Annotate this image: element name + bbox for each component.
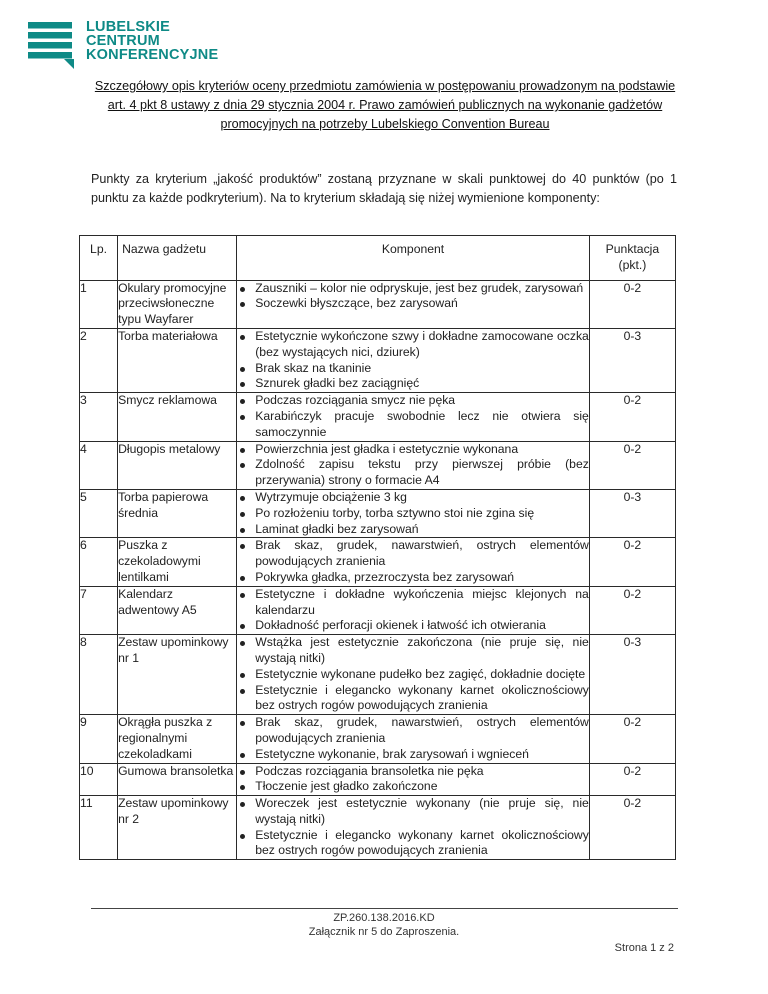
component-item: Brak skaz, grudek, nawarstwień, ostrych elementów powodujących zranienia [237, 538, 589, 570]
row-number: 4 [80, 441, 118, 489]
gadget-name: Torba papierowa średnia [118, 489, 237, 537]
header-points: Punktacja (pkt.) [589, 236, 675, 281]
gadget-name: Gumowa bransoletka [118, 763, 237, 796]
table-row [80, 441, 676, 489]
header-lp: Lp. [80, 236, 118, 281]
component-list [237, 393, 589, 440]
points-range: 0-2 [589, 715, 675, 763]
gadget-name: Długopis metalowy [118, 441, 237, 489]
component-item: Woreczek jest estetycznie wykonany (nie pruje się, nie wystają nitki) [237, 796, 589, 828]
component-item: Wstążka jest estetycznie zakończona (nie pruje się, nie wystają nitki) [237, 635, 589, 667]
row-number: 11 [80, 796, 118, 860]
points-range: 0-2 [589, 538, 675, 586]
row-number: 2 [80, 328, 118, 392]
logo-line-2: CENTRUM [86, 33, 160, 49]
gadget-name: Zestaw upominkowy nr 2 [118, 796, 237, 860]
component-item: Podczas rozciągania bransoletka nie pęka [237, 764, 589, 780]
component-list [237, 715, 589, 762]
header-name: Nazwa gadżetu [118, 236, 237, 281]
logo-line-1: LUBELSKIE [86, 19, 170, 35]
row-number: 3 [80, 393, 118, 441]
row-number: 8 [80, 635, 118, 715]
points-range: 0-3 [589, 635, 675, 715]
logo [28, 20, 228, 68]
component-item: Brak skaz, grudek, nawarstwień, ostrych elementów powodujących zranienia [237, 715, 589, 747]
table-row [80, 280, 676, 328]
component-item: Laminat gładki bez zarysowań [237, 522, 589, 538]
footer-divider [91, 908, 678, 909]
points-range: 0-3 [589, 489, 675, 537]
row-number: 1 [80, 280, 118, 328]
component-item: Tłoczenie jest gładko zakończone [237, 779, 589, 795]
component-item: Powierzchnia jest gładka i estetycznie wykonana [237, 442, 589, 458]
criteria-table [79, 235, 676, 860]
component-item: Po rozłożeniu torby, torba sztywno stoi nie zgina się [237, 506, 589, 522]
points-range: 0-2 [589, 393, 675, 441]
document-title: Szczegółowy opis kryteriów oceny przedmiotu zamówienia w postępowaniu prowadzonym na podstawie art. 4 pkt 8 ustawy z dnia 29 stycznia 2004 r. Prawo zamówień publicznych na wykonanie gadżetów promocyjnych na potrzeby Lubelskiego Convention Bureau [94, 79, 676, 131]
points-range: 0-2 [589, 280, 675, 328]
points-range: 0-2 [589, 441, 675, 489]
component-list [237, 329, 589, 392]
row-number: 9 [80, 715, 118, 763]
component-list [237, 764, 589, 796]
component-item: Zdolność zapisu tekstu przy pierwszej próbie (bez przerywania) strony o formacie A4 [237, 457, 589, 489]
header-component: Komponent [237, 236, 590, 281]
component-item: Soczewki błyszczące, bez zarysowań [237, 296, 589, 312]
points-range: 0-2 [589, 586, 675, 634]
component-list-cell [237, 393, 590, 441]
page-number: Strona 1 z 2 [614, 942, 674, 954]
component-item: Karabińczyk pracuje swobodnie lecz nie otwiera się samoczynnie [237, 409, 589, 441]
table-row [80, 538, 676, 586]
component-item: Dokładność perforacji okienek i łatwość ich otwierania [237, 618, 589, 634]
component-list [237, 281, 589, 313]
intro-paragraph: Punkty za kryterium „jakość produktów” zostaną przyznane w skali punktowej do 40 punktów (po 1 punktu za każde podkryterium). Na to kryterium składają się niżej wymienione komponenty: [91, 172, 677, 205]
gadget-name: Smycz reklamowa [118, 393, 237, 441]
component-list-cell [237, 715, 590, 763]
component-list [237, 796, 589, 859]
component-item: Zauszniki – kolor nie odpryskuje, jest bez grudek, zarysowań [237, 281, 589, 297]
table-row [80, 796, 676, 860]
table-row [80, 763, 676, 796]
component-list-cell [237, 586, 590, 634]
table-header-row [80, 236, 676, 281]
row-number: 7 [80, 586, 118, 634]
gadget-name: Torba materiałowa [118, 328, 237, 392]
component-item: Brak skaz na tkaninie [237, 361, 589, 377]
gadget-name: Okrągła puszka z regionalnymi czekoladkami [118, 715, 237, 763]
row-number: 10 [80, 763, 118, 796]
component-list [237, 587, 589, 634]
component-item: Estetycznie wykończone szwy i dokładne zamocowane oczka (bez wystających nici, dziurek) [237, 329, 589, 361]
component-list [237, 635, 589, 714]
points-range: 0-3 [589, 328, 675, 392]
component-list-cell [237, 763, 590, 796]
gadget-name: Okulary promocyjne przeciwsłoneczne typu Wayfarer [118, 280, 237, 328]
component-list [237, 538, 589, 585]
component-list-cell [237, 489, 590, 537]
footer-attachment: Załącznik nr 5 do Zaproszenia. [308, 926, 460, 938]
footer-reference: ZP.260.138.2016.KD [333, 912, 435, 924]
logo-line-3: KONFERENCYJNE [86, 47, 219, 63]
component-list-cell [237, 328, 590, 392]
component-item: Podczas rozciągania smycz nie pęka [237, 393, 589, 409]
points-range: 0-2 [589, 763, 675, 796]
table-row [80, 715, 676, 763]
row-number: 5 [80, 489, 118, 537]
points-range: 0-2 [589, 796, 675, 860]
table-row [80, 328, 676, 392]
component-item: Wytrzymuje obciążenie 3 kg [237, 490, 589, 506]
logo-text [86, 20, 218, 62]
gadget-name: Zestaw upominkowy nr 1 [118, 635, 237, 715]
component-list [237, 442, 589, 489]
component-item: Estetycznie wykonane pudełko bez zagięć, dokładnie docięte [237, 667, 589, 683]
component-list-cell [237, 635, 590, 715]
gadget-name: Puszka z czekoladowymi lentilkami [118, 538, 237, 586]
component-list-cell [237, 796, 590, 860]
component-list-cell [237, 538, 590, 586]
table-row [80, 635, 676, 715]
component-list-cell [237, 280, 590, 328]
component-item: Estetycznie i elegancko wykonany karnet okolicznościowy bez ostrych rogów powodujących zranienia [237, 828, 589, 860]
table-row [80, 393, 676, 441]
component-item: Estetyczne i dokładne wykończenia miejsc klejonych na kalendarzu [237, 587, 589, 619]
gadget-name: Kalendarz adwentowy A5 [118, 586, 237, 634]
component-list-cell [237, 441, 590, 489]
component-list [237, 490, 589, 537]
component-item: Estetycznie i elegancko wykonany karnet okolicznościowy bez ostrych rogów powodujących zranienia [237, 683, 589, 715]
row-number: 6 [80, 538, 118, 586]
lck-logo-icon [28, 22, 78, 70]
table-body [80, 280, 676, 860]
component-item: Pokrywka gładka, przezroczysta bez zarysowań [237, 570, 589, 586]
table-row [80, 586, 676, 634]
table-row [80, 489, 676, 537]
component-item: Estetyczne wykonanie, brak zarysowań i wgnieceń [237, 747, 589, 763]
component-item: Sznurek gładki bez zaciągnięć [237, 376, 589, 392]
